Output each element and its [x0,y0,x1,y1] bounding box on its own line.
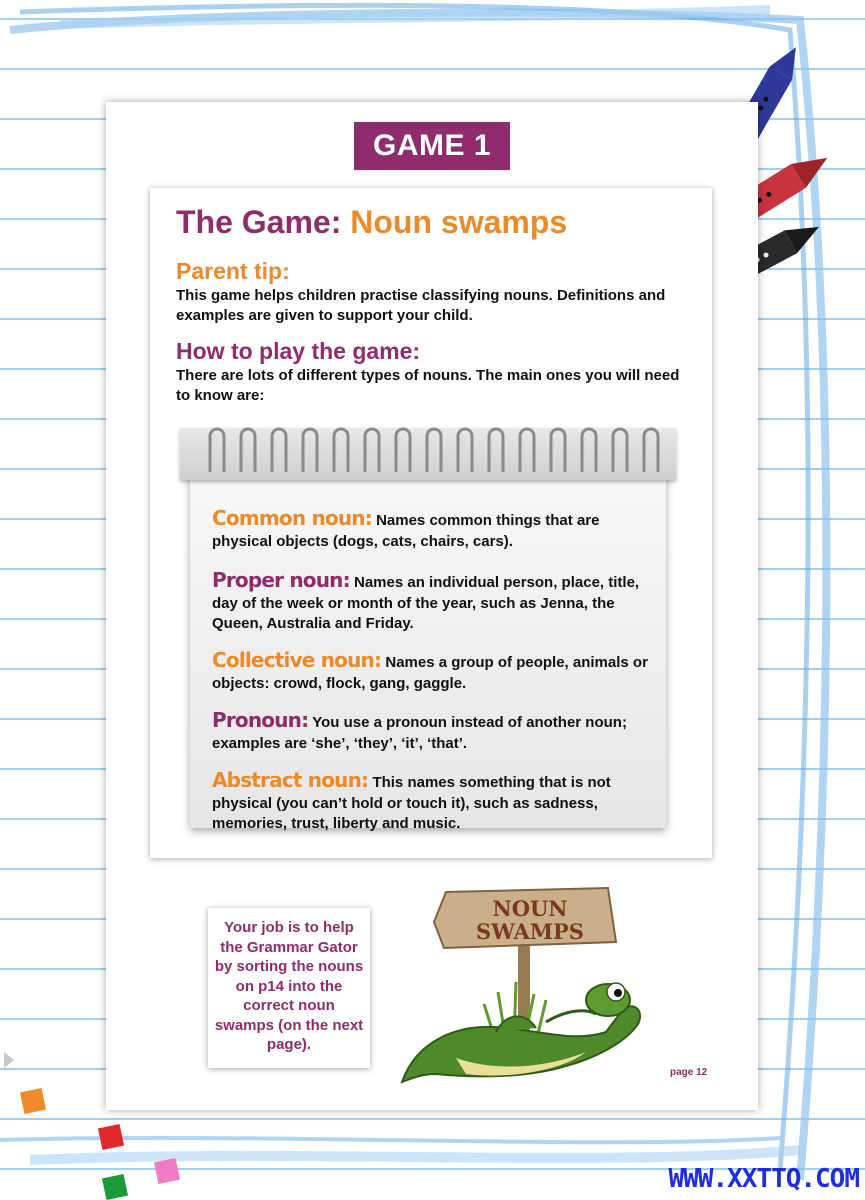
crocodile-illustration [396,882,646,1092]
sticky-square-green [102,1174,128,1200]
page-number: page 12 [670,1067,708,1078]
term-label: Common noun: [212,506,372,530]
term-text: Names common things that are physical objects (dogs, cats, chairs, cars). [212,512,600,550]
term-text: You use a pronoun instead of another noun; examples are ‘she’, ‘they’, ‘it’, ‘that’. [212,714,627,752]
sign-line-1: NOUN [492,896,568,921]
sticky-square-orange [20,1088,46,1114]
term-text: This names something that is not physical (you can’t hold or touch it), such as sadness, memories, trust, liberty and music. [212,774,611,832]
term-label: Pronoun: [212,708,309,732]
term-label: Collective noun: [212,648,382,672]
game-title-name: Noun swamps [350,204,568,240]
term-text: Names a group of people, animals or objects: crowd, flock, gang, gaggle. [212,654,648,692]
job-note: Your job is to help the Grammar Gator by sorting the nouns on p14 into the correct noun swamps (on the next page). [208,908,370,1068]
sticky-square-red [98,1124,124,1150]
definition-common-noun [212,508,652,552]
watermark-url: WWW.XXTTQ.COM [668,1164,859,1194]
how-to-heading: How to play the game: [176,338,421,364]
game-title-prefix: The Game: [176,204,342,240]
spiral-binding-icon [204,422,674,482]
parent-tip-text: This game helps children practise classifying nouns. Definitions and examples are given to support your child. [176,287,666,324]
definition-proper-noun [212,570,652,635]
definition-pronoun [212,710,652,754]
game-badge: GAME 1 [354,122,510,170]
sign-line-2: SWAMPS [476,919,584,944]
parent-tip-heading: Parent tip: [176,258,290,284]
definition-collective-noun [212,650,652,694]
game-title [176,204,567,241]
instructions-card [150,188,712,858]
term-text: Names an individual person, place, title, day of the week or month of the year, such as Jenna, the Queen, Australia and Friday. [212,574,640,632]
how-to-text: There are lots of different types of nouns. The main ones you will need to know are: [176,367,680,404]
term-label: Abstract noun: [212,768,369,792]
sticky-square-pink [154,1158,180,1184]
definitions-notepad [190,436,666,832]
worksheet-page [106,102,758,1110]
definition-abstract-noun [212,770,652,835]
term-label: Proper noun: [212,568,350,592]
page-turn-arrow [4,1052,14,1068]
